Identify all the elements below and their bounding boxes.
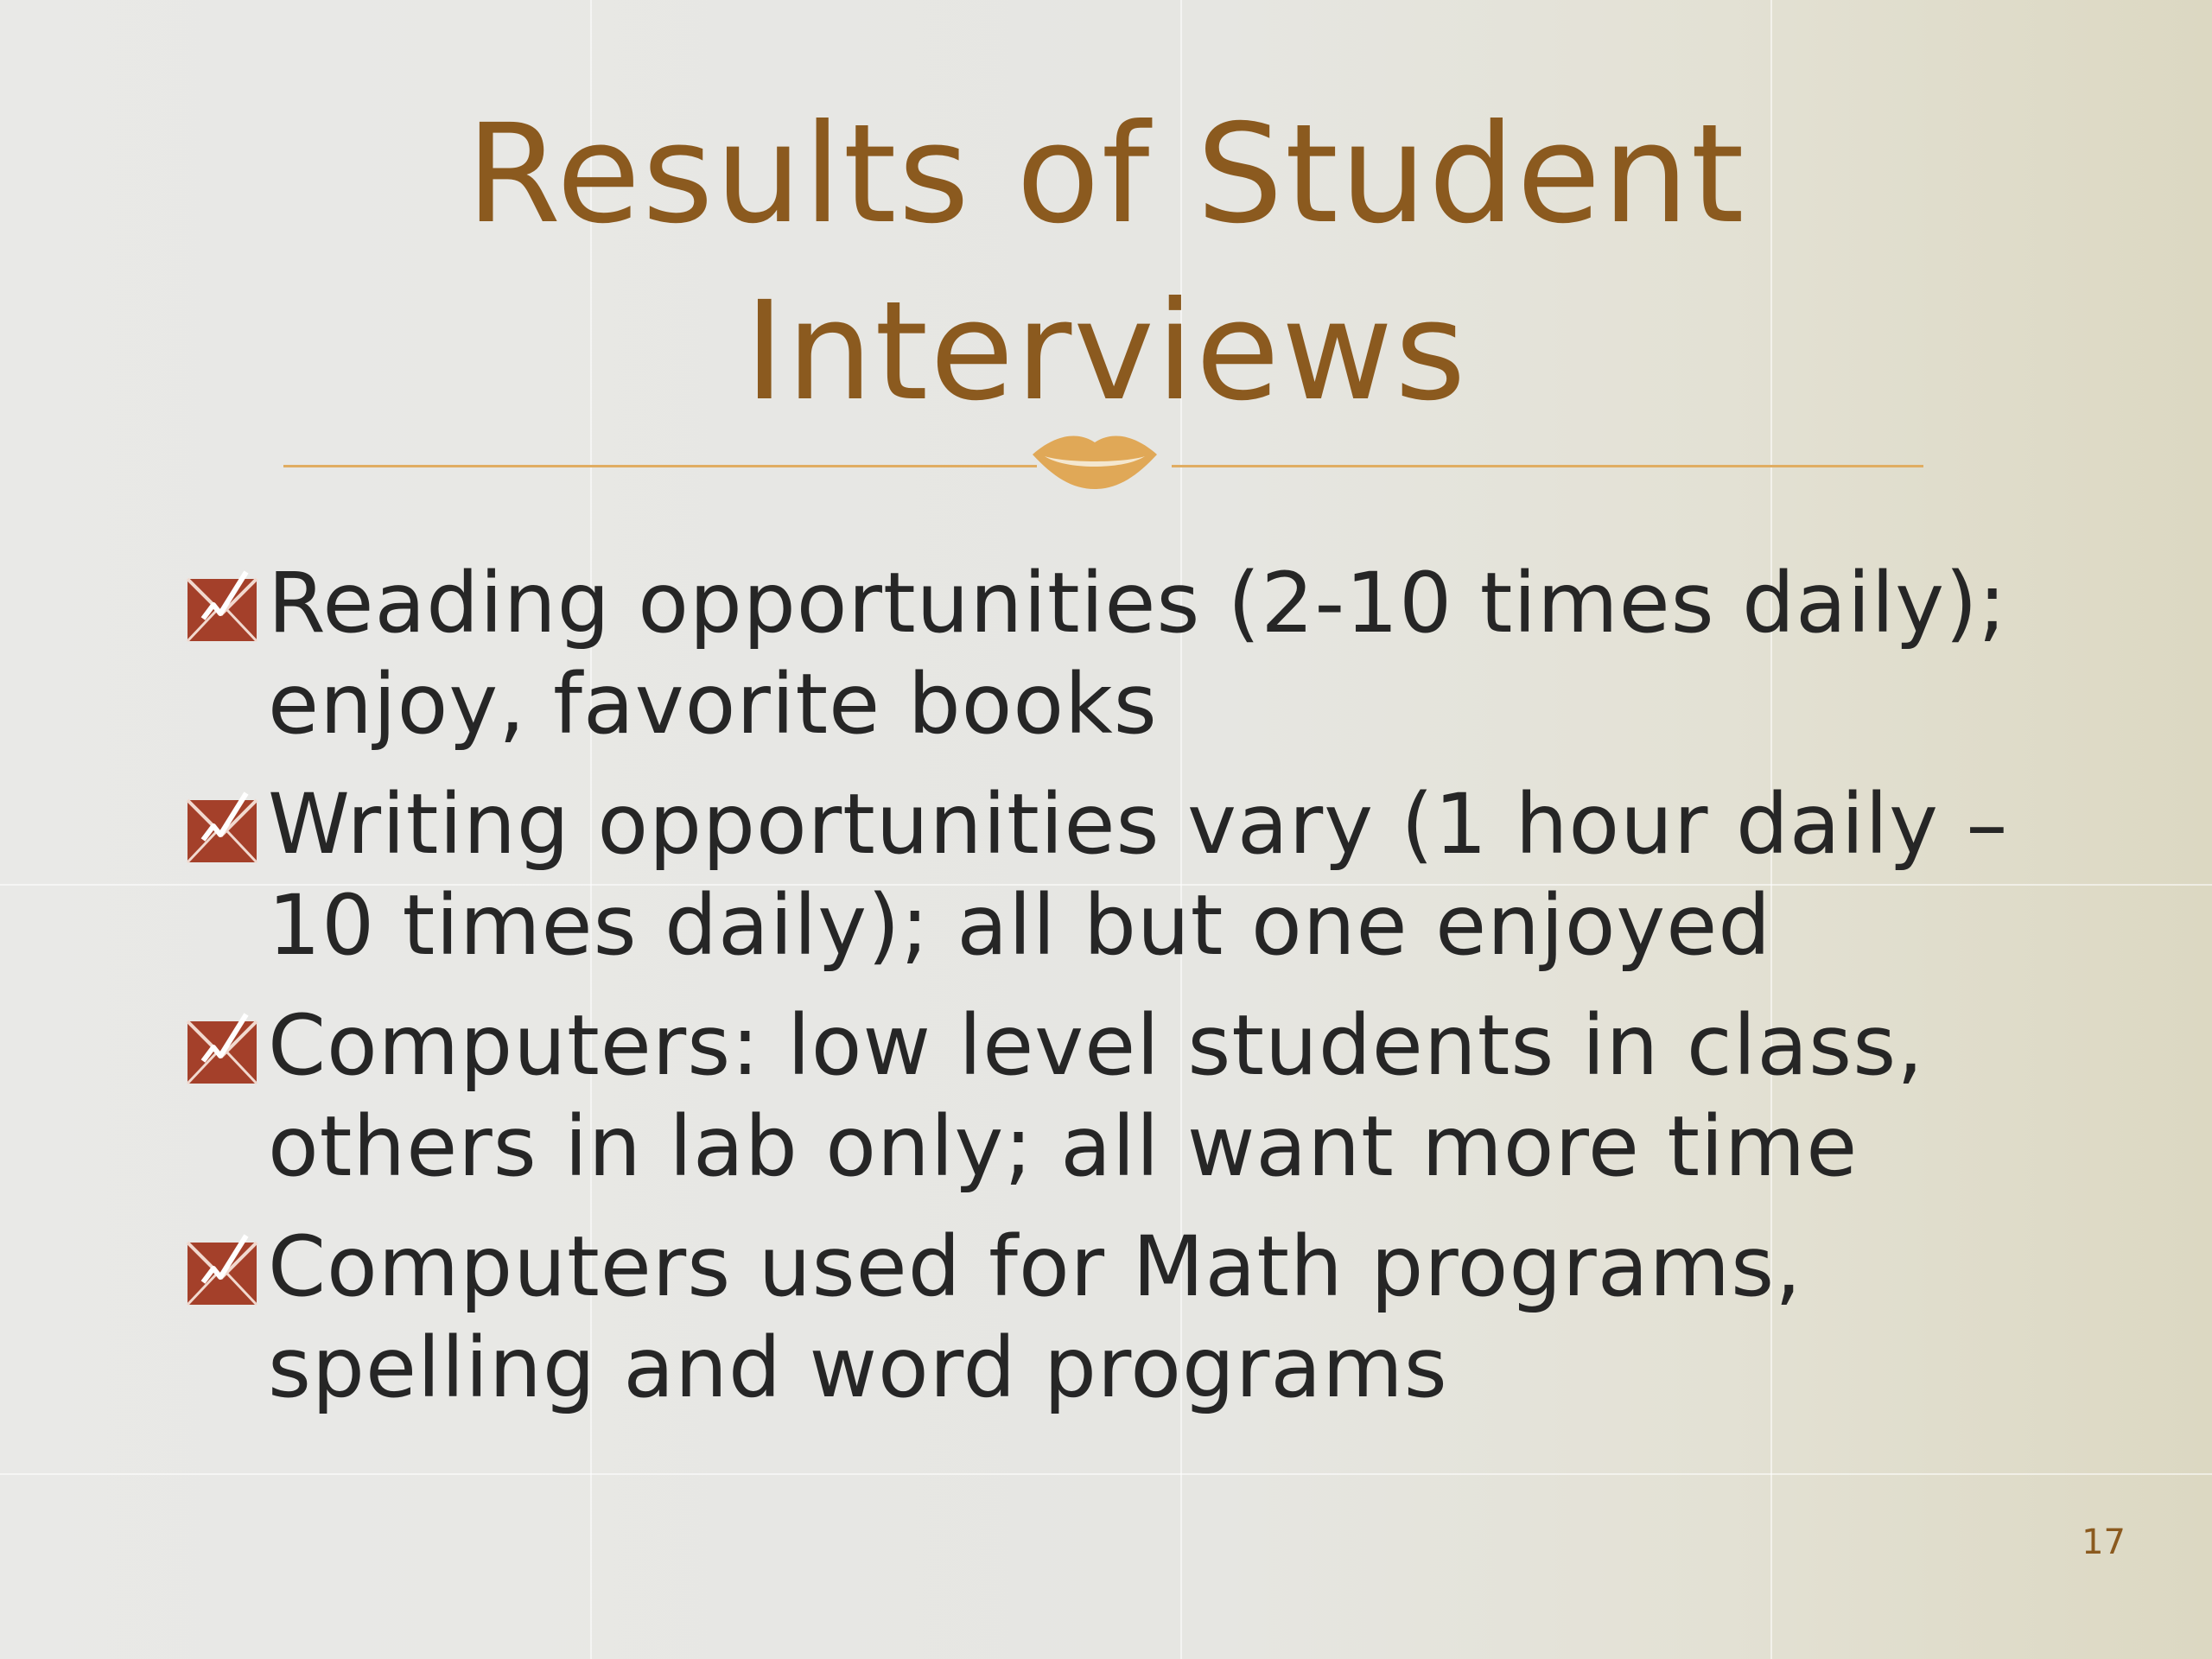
grid-line xyxy=(0,1473,2212,1475)
slide-title xyxy=(259,86,1953,441)
envelope-check-icon xyxy=(186,1013,258,1085)
envelope-check-icon xyxy=(186,1234,258,1306)
bullet-list xyxy=(181,553,2039,1438)
envelope-check-icon xyxy=(186,570,258,643)
bullet-text-line-2: enjoy, favorite books xyxy=(268,656,1158,753)
slide-number: 17 xyxy=(2082,1522,2126,1562)
envelope-check-icon xyxy=(186,791,258,864)
slide-title-line-2: Interviews xyxy=(744,272,1468,431)
bullet-text-line-2: others in lab only; all want more time xyxy=(268,1098,1859,1195)
bullet-text-line-1: Computers: low level students in class, xyxy=(268,997,1924,1094)
title-divider-right xyxy=(1172,465,1923,467)
bullet-item xyxy=(181,553,2039,755)
slide-title-line-1: Results of Student xyxy=(466,95,1746,254)
bullet-text-line-1: Reading opportunities (2-10 times daily); xyxy=(268,555,2007,652)
bullet-item xyxy=(181,774,2039,976)
bullet-text-line-2: 10 times daily); all but one enjoyed xyxy=(268,877,1772,974)
lips-icon xyxy=(1031,429,1159,491)
bullet-item xyxy=(181,995,2039,1198)
bullet-text-line-1: Computers used for Math programs, xyxy=(268,1218,1802,1315)
title-divider-left xyxy=(283,465,1037,467)
bullet-text-line-2: spelling and word programs xyxy=(268,1319,1448,1416)
bullet-text-line-1: Writing opportunities vary (1 hour daily – xyxy=(268,776,2009,873)
bullet-item xyxy=(181,1217,2039,1419)
